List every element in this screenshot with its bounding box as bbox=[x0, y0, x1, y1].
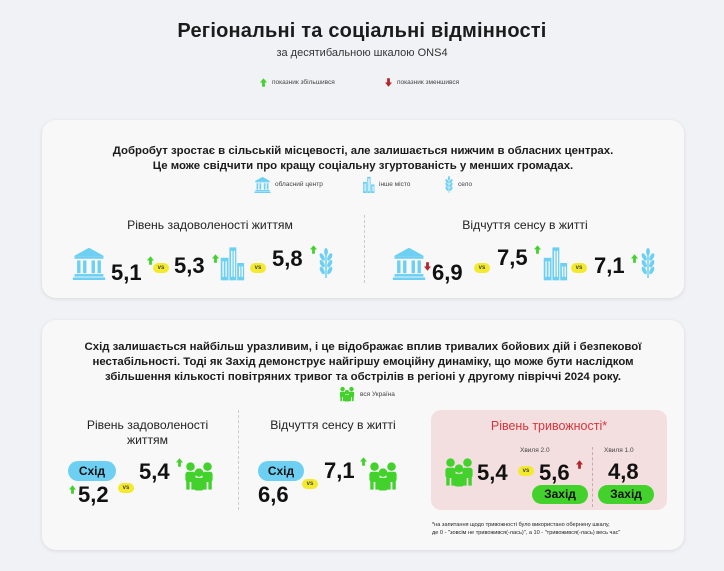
region-badge-west: Захід bbox=[598, 485, 654, 504]
anxiety-label: Рівень тривожності* bbox=[490, 419, 608, 433]
city-icon bbox=[362, 176, 375, 193]
settlement-paragraph-line1: Добробут зростає в сільській місцевості, але залишається нижчим в обласних центрах. bbox=[112, 145, 614, 157]
settlement-paragraph-line2: Це може свідчити про кращу соціальну згуртованість у менших громадах. bbox=[152, 160, 574, 172]
regional-meaning-label: Відчуття сенсу в житті bbox=[270, 418, 396, 432]
divider bbox=[592, 447, 593, 507]
legend-village bbox=[444, 176, 472, 193]
meaning-other-city-value: 7,5 bbox=[497, 245, 528, 270]
legend-decreased-label: показник зменшився bbox=[397, 79, 460, 86]
wheat-icon bbox=[317, 246, 335, 280]
vs-badge: vs bbox=[474, 263, 490, 273]
people-icon bbox=[366, 459, 400, 493]
anxiety-footnote-line1: *на запитання щодо тривожності було використано обернену шкалу, bbox=[432, 522, 610, 528]
legend-oblast-center-label: обласний центр bbox=[275, 181, 323, 188]
arrow-up-icon bbox=[69, 485, 76, 494]
meaning-east-value: 6,6 bbox=[258, 482, 289, 507]
arrow-up-icon bbox=[631, 254, 638, 263]
arrow-up-icon bbox=[147, 256, 154, 265]
page-title: Регіональні та соціальні відмінності bbox=[177, 20, 547, 42]
satisfaction-other-city-value: 5,3 bbox=[174, 253, 205, 278]
legend-oblast-center bbox=[254, 176, 323, 193]
vs-badge: vs bbox=[153, 263, 169, 273]
regional-paragraph-line1: Схід залишається найбільш уразливим, і це відображає вплив тривалих бойових дій і безпекової bbox=[84, 341, 642, 353]
legend-village-label: село bbox=[458, 181, 473, 188]
meaning-oblast-center-value: 6,9 bbox=[432, 260, 463, 285]
legend-all-ukraine bbox=[338, 386, 395, 402]
city-icon bbox=[219, 245, 245, 281]
vs-badge: vs bbox=[571, 263, 587, 273]
wheat-icon bbox=[444, 176, 454, 193]
page-subtitle: за десятибальною шкалою ONS4 bbox=[276, 47, 448, 59]
regional-satisfaction-label bbox=[65, 418, 230, 448]
anxiety-footnote-line2: де 0 - "зовсім не тривожився(-лась)", а 10 - "тривожився(-лась) весь час" bbox=[432, 530, 621, 536]
legend-all-ukraine-label: вся Україна bbox=[360, 390, 395, 398]
anxiety-footnote bbox=[432, 521, 620, 537]
people-icon bbox=[442, 455, 476, 489]
city-icon bbox=[542, 245, 568, 281]
legend-decreased bbox=[385, 78, 459, 87]
settlement-meaning-label: Відчуття сенсу в житті bbox=[462, 218, 588, 232]
arrow-up-icon bbox=[310, 245, 317, 254]
regional-satisfaction-label-line2: життям bbox=[126, 433, 169, 447]
legend-increased-label: показник збільшився bbox=[272, 79, 335, 86]
vs-badge: vs bbox=[518, 466, 534, 476]
legend-increased bbox=[260, 78, 335, 87]
anxiety-west-wave2-value: 5,6 bbox=[539, 460, 570, 485]
anxiety-ukraine-value: 5,4 bbox=[477, 460, 508, 485]
arrow-up-icon bbox=[212, 254, 219, 263]
arrow-up-red-icon bbox=[576, 460, 583, 469]
wave-1-label: Хвиля 1.0 bbox=[604, 447, 634, 454]
vs-badge: vs bbox=[302, 479, 318, 489]
arrow-down-icon bbox=[424, 262, 431, 271]
satisfaction-village-value: 5,8 bbox=[272, 246, 303, 271]
wheat-icon bbox=[639, 246, 657, 280]
region-badge-west: Захід bbox=[532, 485, 588, 504]
arrow-up-icon bbox=[534, 245, 541, 254]
satisfaction-oblast-center-value: 5,1 bbox=[111, 260, 142, 285]
satisfaction-east-value: 5,2 bbox=[78, 482, 109, 507]
legend-other-city bbox=[362, 176, 410, 193]
bank-icon bbox=[254, 176, 271, 193]
arrow-up-icon bbox=[260, 78, 267, 87]
regional-paragraph-line3: збільшення кількості повітряних тривог та обстрілів в регіоні у другому півріччі 2024 року. bbox=[104, 371, 622, 383]
arrow-down-icon bbox=[385, 78, 392, 87]
region-badge-east: Схід bbox=[258, 461, 304, 481]
meaning-village-value: 7,1 bbox=[594, 253, 625, 278]
settlement-satisfaction-label: Рівень задоволеності життям bbox=[127, 218, 293, 232]
anxiety-west-wave1-value: 4,8 bbox=[608, 459, 639, 484]
regional-paragraph bbox=[42, 340, 684, 385]
divider bbox=[238, 410, 239, 510]
regional-satisfaction-label-line1: Рівень задоволеності bbox=[86, 418, 209, 432]
satisfaction-ukraine-value: 5,4 bbox=[139, 459, 170, 484]
vs-badge: vs bbox=[250, 263, 266, 273]
bank-icon bbox=[392, 246, 426, 280]
regional-paragraph-line2: нестабільності. Тоді як Захід демонструє найгіршу емоційну динаміку, що може бути наслідком bbox=[92, 356, 634, 368]
settlement-paragraph bbox=[42, 144, 684, 174]
legend-other-city-label: інше місто bbox=[379, 181, 411, 188]
wave-2-label: Хвиля 2.0 bbox=[520, 447, 550, 454]
region-badge-east: Схід bbox=[68, 461, 116, 481]
vs-badge: vs bbox=[118, 483, 134, 493]
divider bbox=[364, 215, 365, 283]
bank-icon bbox=[72, 246, 106, 280]
people-icon bbox=[338, 386, 356, 402]
people-icon bbox=[182, 459, 216, 493]
meaning-ukraine-value: 7,1 bbox=[324, 458, 355, 483]
